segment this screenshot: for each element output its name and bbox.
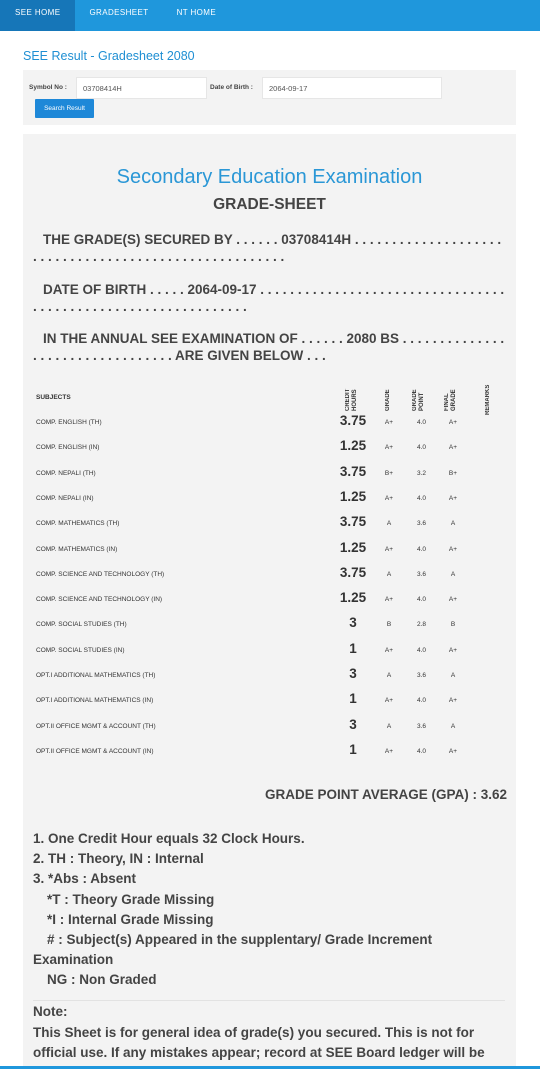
grade-point-cell: 4.0 bbox=[416, 747, 427, 755]
final-grade-cell: A+ bbox=[448, 444, 458, 452]
grade-cell: A bbox=[386, 722, 392, 730]
subject-cell: COMP. MATHEMATICS (TH) bbox=[36, 520, 120, 528]
grade-cell: B+ bbox=[384, 469, 394, 477]
dob-text: DATE OF BIRTH . . . . . 2064-09-17 . . . . . . . . . . . . . . . . . . . . . . . . . . . . . . . . . . . . . . . . . . . . . . . . . . . . . . . . . . . . . . bbox=[33, 282, 505, 314]
search-result-button[interactable]: Search Result bbox=[35, 99, 94, 118]
dob-line bbox=[33, 282, 508, 315]
credit-hours-cell: 1.25 bbox=[339, 488, 367, 504]
final-grade-cell: B bbox=[450, 621, 456, 629]
notes-list bbox=[33, 829, 508, 991]
grade-point-cell: 4.0 bbox=[416, 494, 427, 502]
subject-cell: COMP. ENGLISH (IN) bbox=[36, 444, 100, 452]
grade-cell: A+ bbox=[384, 494, 394, 502]
grade-point-cell: 3.6 bbox=[416, 672, 427, 679]
final-grade-cell: A bbox=[450, 672, 456, 679]
note-item: 2. TH : Theory, IN : Internal bbox=[33, 851, 204, 867]
note-item: *I : Internal Grade Missing bbox=[47, 911, 214, 927]
subject-cell: OPT.I ADDITIONAL MATHEMATICS (IN) bbox=[36, 697, 154, 705]
nav-nt-home[interactable]: NT HOME bbox=[176, 7, 217, 17]
note-item: *T : Theory Grade Missing bbox=[47, 891, 215, 907]
table-row bbox=[23, 688, 516, 713]
grade-point-cell: 4.0 bbox=[416, 697, 427, 705]
note-title: Note: bbox=[33, 1004, 68, 1019]
grade-point-cell: 4.0 bbox=[416, 419, 427, 426]
credit-hours-cell: 3 bbox=[349, 716, 357, 732]
header-remarks: REMARKS bbox=[485, 384, 491, 415]
exam-line bbox=[33, 331, 508, 364]
grade-cell: A bbox=[386, 672, 392, 679]
table-row bbox=[23, 612, 516, 637]
grade-cell: B bbox=[386, 621, 392, 629]
page-title: SEE Result - Gradesheet 2080 bbox=[23, 49, 195, 63]
grade-cell: A+ bbox=[384, 697, 394, 705]
grade-cell: A+ bbox=[384, 419, 394, 426]
grade-point-cell: 4.0 bbox=[416, 596, 427, 604]
credit-hours-cell: 1.25 bbox=[339, 438, 367, 454]
credit-hours-cell: 1.25 bbox=[339, 590, 367, 606]
note-item: # : Subject(s) Appeared in the supplentary/ Grade Increment bbox=[47, 932, 433, 948]
grade-point-cell: 3.6 bbox=[416, 520, 427, 528]
final-grade-cell: A+ bbox=[448, 747, 458, 755]
subject-cell: OPT.II OFFICE MGMT & ACCOUNT (TH) bbox=[36, 722, 156, 730]
dob-input[interactable]: 2064-09-17 bbox=[262, 77, 442, 99]
final-grade-cell: A bbox=[450, 570, 456, 578]
final-grade-cell: A+ bbox=[448, 494, 458, 502]
grade-point-cell: 4.0 bbox=[416, 646, 427, 654]
subject-cell: COMP. SOCIAL STUDIES (TH) bbox=[36, 621, 127, 629]
nav-see-home[interactable]: SEE HOME bbox=[0, 0, 75, 31]
credit-hours-cell: 1.25 bbox=[339, 539, 367, 555]
subject-cell: COMP. ENGLISH (TH) bbox=[36, 419, 102, 426]
subject-cell: COMP. SCIENCE AND TECHNOLOGY (IN) bbox=[36, 596, 163, 604]
table-row bbox=[23, 410, 516, 435]
grade-point-cell: 3.2 bbox=[416, 469, 427, 477]
disclaimer-block bbox=[33, 1002, 508, 1064]
note-item: Examination bbox=[33, 952, 114, 968]
table-row bbox=[23, 562, 516, 587]
header-grade: GRADE bbox=[385, 389, 391, 411]
grade-cell: A+ bbox=[384, 646, 394, 654]
credit-hours-cell: 3.75 bbox=[339, 413, 367, 428]
grade-secured-line bbox=[33, 232, 508, 265]
table-row bbox=[23, 511, 516, 536]
subject-cell: COMP. SOCIAL STUDIES (IN) bbox=[36, 646, 125, 654]
nav-gradesheet[interactable]: GRADESHEET bbox=[89, 7, 149, 17]
table-row bbox=[23, 663, 516, 688]
credit-hours-cell: 3.75 bbox=[339, 514, 367, 530]
grade-point-cell: 3.6 bbox=[416, 570, 427, 578]
grade-cell: A bbox=[386, 570, 392, 578]
table-row bbox=[23, 486, 516, 511]
sheet-title: GRADE-SHEET bbox=[213, 196, 326, 213]
grade-point-cell: 3.6 bbox=[416, 722, 427, 730]
table-row bbox=[23, 587, 516, 612]
subject-cell: OPT.I ADDITIONAL MATHEMATICS (TH) bbox=[36, 672, 156, 679]
table-row bbox=[23, 435, 516, 460]
grade-point-cell: 2.8 bbox=[416, 621, 427, 629]
credit-hours-cell: 3.75 bbox=[339, 564, 367, 580]
credit-hours-cell: 3.75 bbox=[339, 463, 367, 479]
credit-hours-cell: 1 bbox=[349, 691, 357, 707]
table-row bbox=[23, 714, 516, 739]
final-grade-cell: A bbox=[450, 722, 456, 730]
credit-hours-cell: 3 bbox=[349, 666, 357, 681]
grade-secured-text: THE GRADE(S) SECURED BY . . . . . . 03708414H . . . . . . . . . . . . . . . . . . . . . . . . . . . . . . . . . . . . . . . . . . . . . . . . . . . . . . bbox=[33, 232, 502, 264]
credit-hours-cell: 1 bbox=[349, 640, 357, 656]
grade-cell: A+ bbox=[384, 444, 394, 452]
note-text: This Sheet is for general idea of grade(s) you secured. This is not for official use. If any mistakes appear; record at SEE Board ledger will be bbox=[33, 1024, 485, 1060]
header-subjects: SUBJECTS bbox=[36, 394, 71, 401]
subject-cell: COMP. NEPALI (TH) bbox=[36, 469, 96, 477]
final-grade-cell: A+ bbox=[448, 646, 458, 654]
credit-hours-cell: 3 bbox=[349, 615, 357, 631]
grade-cell: A+ bbox=[384, 545, 394, 553]
top-navbar bbox=[0, 0, 540, 31]
final-grade-cell: A+ bbox=[448, 545, 458, 553]
table-row bbox=[23, 461, 516, 486]
symbol-input[interactable]: 03708414H bbox=[76, 77, 207, 99]
search-panel bbox=[23, 70, 516, 125]
table-row bbox=[23, 638, 516, 663]
final-grade-cell: A bbox=[450, 520, 456, 528]
grade-cell: A bbox=[386, 520, 392, 528]
final-grade-cell: A+ bbox=[448, 596, 458, 604]
grade-cell: A+ bbox=[384, 596, 394, 604]
final-grade-cell: A+ bbox=[448, 419, 458, 426]
gpa-value: GRADE POINT AVERAGE (GPA) : 3.62 bbox=[264, 787, 507, 802]
final-grade-cell: B+ bbox=[448, 469, 458, 477]
exam-title: Secondary Education Examination bbox=[116, 166, 423, 188]
subject-cell: COMP. SCIENCE AND TECHNOLOGY (TH) bbox=[36, 570, 165, 578]
dob-label: Date of Birth : bbox=[210, 84, 253, 91]
symbol-label: Symbol No : bbox=[29, 84, 67, 91]
table-row bbox=[23, 739, 516, 764]
note-item: 1. One Credit Hour equals 32 Clock Hours. bbox=[33, 831, 305, 846]
final-grade-cell: A+ bbox=[448, 697, 458, 705]
table-row bbox=[23, 537, 516, 562]
exam-text: IN THE ANNUAL SEE EXAMINATION OF . . . . . . 2080 BS . . . . . . . . . . . . . . . . . . . . . . . . . . . . . . . . . ARE GIVEN BELOW . . . bbox=[33, 331, 505, 363]
subject-cell: OPT.II OFFICE MGMT & ACCOUNT (IN) bbox=[36, 747, 154, 755]
header-grade-point: GRADE POINT bbox=[412, 389, 425, 411]
grade-cell: A+ bbox=[384, 747, 394, 755]
subject-cell: COMP. NEPALI (IN) bbox=[36, 494, 94, 502]
notes-divider bbox=[33, 1000, 505, 1001]
header-credit-hours: CREDIT HOURS bbox=[345, 388, 358, 411]
header-final-grade: FINAL GRADE bbox=[444, 389, 457, 411]
grade-sheet-panel bbox=[23, 134, 516, 1069]
subject-cell: COMP. MATHEMATICS (IN) bbox=[36, 545, 118, 553]
note-item: NG : Non Graded bbox=[47, 972, 157, 988]
grade-point-cell: 4.0 bbox=[416, 444, 427, 452]
grade-point-cell: 4.0 bbox=[416, 545, 427, 553]
note-item: 3. *Abs : Absent bbox=[33, 871, 137, 887]
credit-hours-cell: 1 bbox=[349, 741, 357, 757]
